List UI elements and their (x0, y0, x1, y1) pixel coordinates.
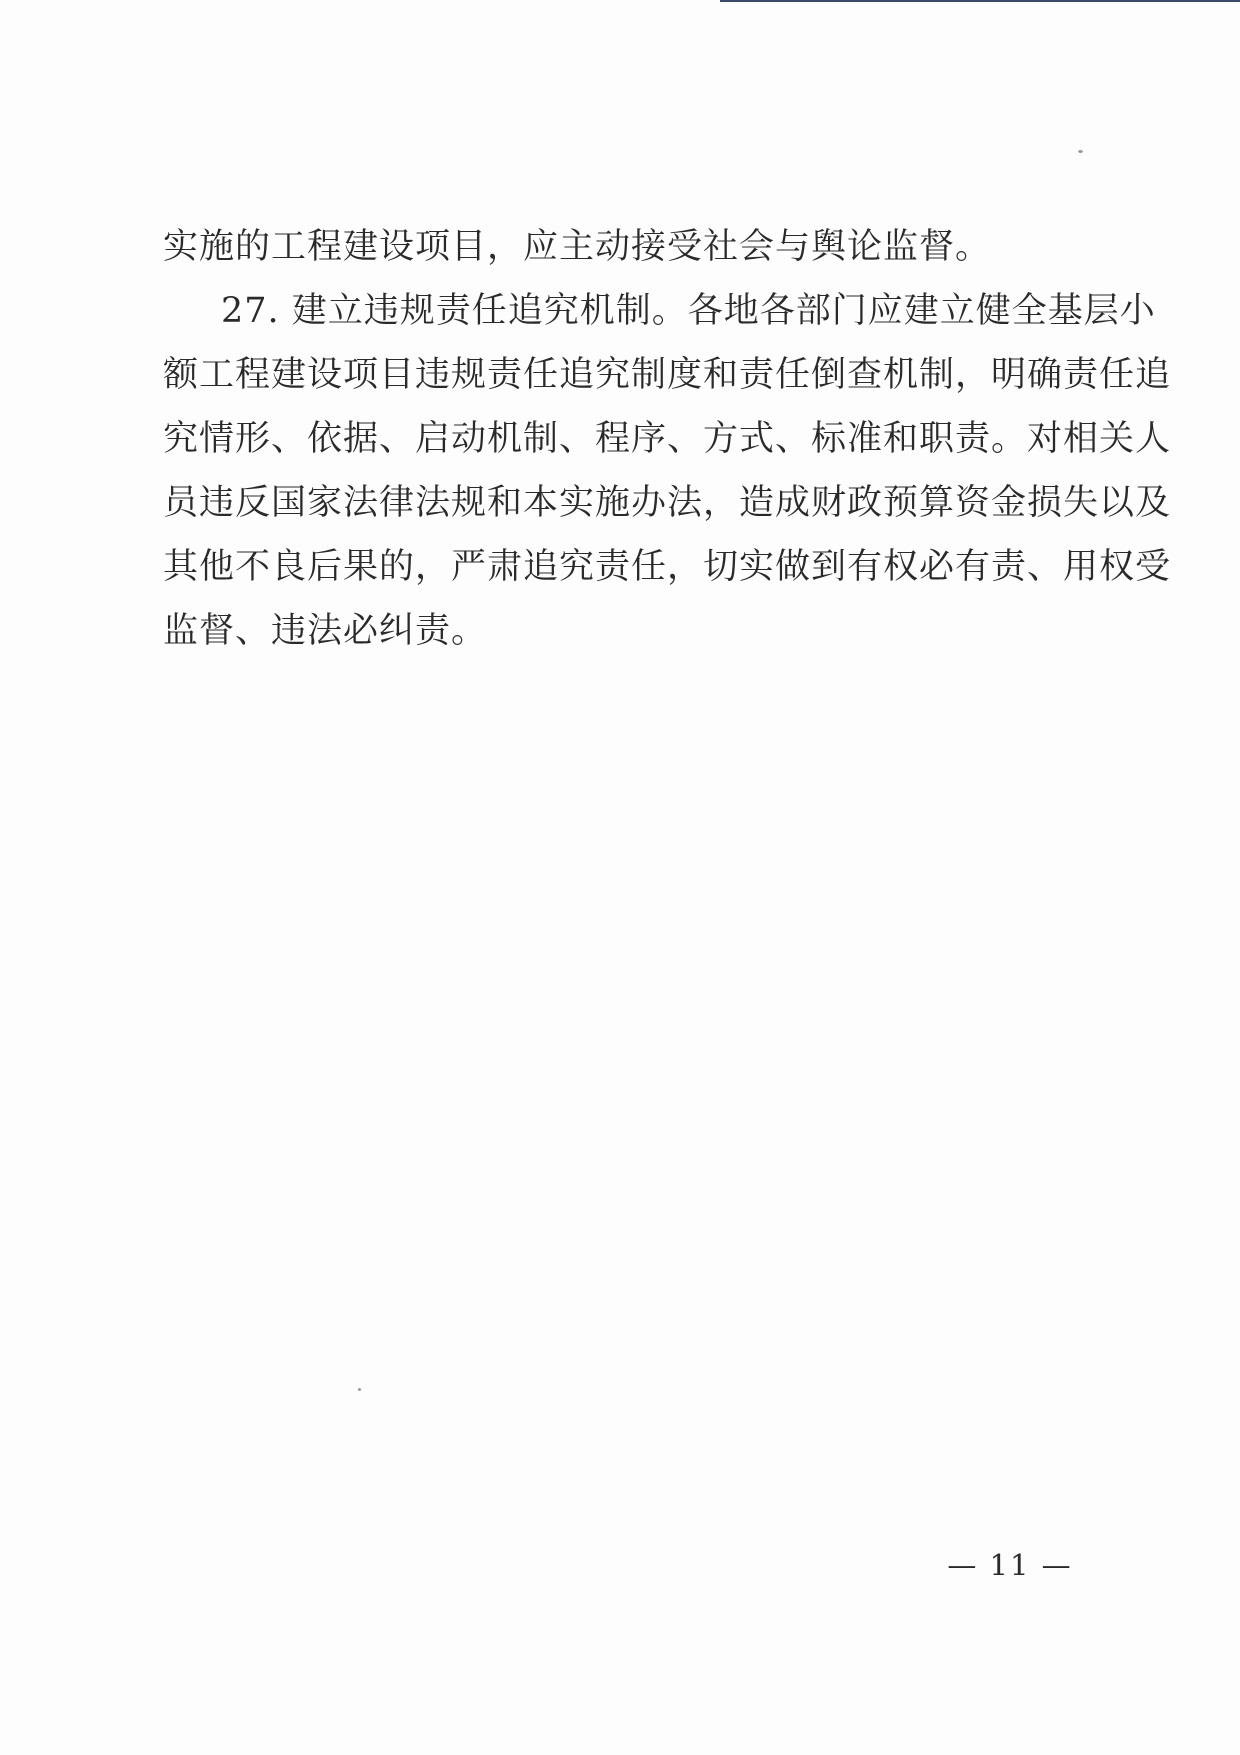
paragraph-line: 额工程建设项目违规责任追究制度和责任倒查机制，明确责任追 (163, 355, 1172, 395)
scan-speck (358, 1388, 361, 1391)
body-text (163, 215, 1172, 663)
paragraph-line: 究情形、依据、启动机制、程序、方式、标准和职责。对相关人 (163, 419, 1172, 459)
paragraph-line: 实施的工程建设项目，应主动接受社会与舆论监督。 (163, 227, 992, 267)
page-number: — 11 — (947, 1548, 1073, 1582)
paragraph-line: 监督、违法必纠责。 (163, 611, 488, 651)
paragraph-line: 27. 建立违规责任追究机制。各地各部门应建立健全基层小 (221, 291, 1156, 331)
scan-top-edge (720, 0, 1240, 2)
paragraph-line: 其他不良后果的，严肃追究责任，切实做到有权必有责、用权受 (163, 547, 1172, 587)
paragraph-line: 员违反国家法律法规和本实施办法，造成财政预算资金损失以及 (163, 483, 1172, 523)
scan-speck (1078, 150, 1083, 153)
